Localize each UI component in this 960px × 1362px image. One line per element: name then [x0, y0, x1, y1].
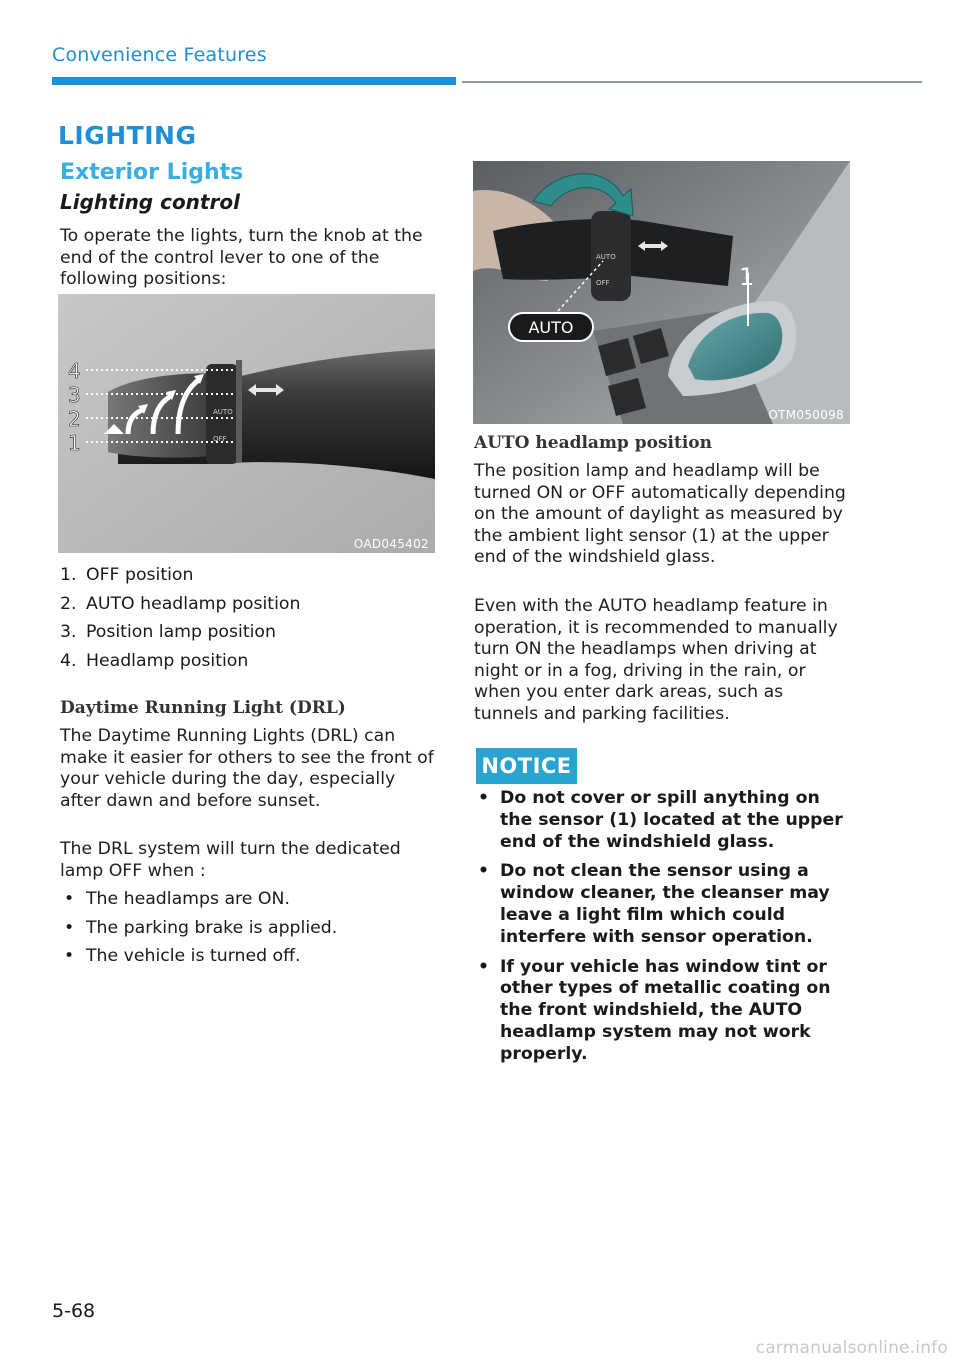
section-title: Convenience Features: [52, 44, 267, 66]
notice-item: • Do not cover or spill anything on the sensor (1) located at the upper end of the windshield glass.: [478, 788, 843, 852]
intro-paragraph: To operate the lights, turn the knob at the end of the control lever to one of the following positions:: [60, 226, 423, 289]
auto-recommendation: Even with the AUTO headlamp feature in operation, it is recommended to manually turn ON the headlamps when driving at night or in a fog, driving in the rain, or when you enter dark areas, such as tunnels and parking facilities.: [474, 596, 838, 724]
auto-paragraph: The position lamp and headlamp will be turned ON or OFF automatically depending on the amount of daylight as measured by the ambient light sensor (1) at the upper end of the windshield glass.: [474, 461, 846, 567]
lever-auto-mark: AUTO: [596, 253, 616, 261]
sub-heading: Exterior Lights: [60, 160, 244, 185]
auto-heading: AUTO headlamp position: [474, 433, 712, 453]
callout-1: 1: [68, 431, 81, 455]
sensor-figure: [473, 161, 850, 424]
drl-heading: Daytime Running Light (DRL): [60, 698, 346, 718]
callout-3: 3: [68, 383, 81, 407]
subsection-heading: Lighting control: [60, 190, 240, 214]
callout-4: 4: [68, 359, 81, 383]
drl-paragraph: The Daytime Running Lights (DRL) can make it easier for others to see the front of your vehicle during the day, especially after dawn and before sunset.: [60, 726, 434, 811]
sensor-illustration: [473, 161, 850, 424]
notice-item: • If your vehicle has window tint or other types of metallic coating on the front windshield, the AUTO headlamp system may not work properly.: [478, 956, 831, 1064]
list-item: 3. Position lamp position: [60, 622, 276, 642]
list-item: 1. OFF position: [60, 565, 194, 585]
drl-condition: The DRL system will turn the dedicated lamp OFF when :: [60, 839, 401, 881]
list-item: • The parking brake is applied.: [64, 917, 338, 938]
figure-caption: OAD045402: [353, 537, 429, 551]
auto-badge: AUTO: [528, 318, 574, 337]
off-mark: OFF: [213, 435, 227, 443]
watermark: carmanualsonline.info: [755, 1338, 948, 1358]
notice-list: [478, 788, 854, 1074]
callout-1: 1: [739, 263, 755, 291]
notice-badge: NOTICE: [476, 748, 577, 784]
list-item: • The vehicle is turned off.: [64, 946, 301, 966]
notice-item: • Do not clean the sensor using a window cleaner, the cleanser may leave a light film which could interfere with sensor operation.: [478, 861, 830, 947]
callout-2: 2: [68, 407, 81, 431]
header-rule-accent: [52, 77, 456, 85]
auto-mark: AUTO: [213, 408, 233, 416]
header-rule: [462, 81, 922, 83]
list-item: 2. AUTO headlamp position: [60, 593, 301, 614]
lever-figure: [58, 294, 435, 553]
positions-list: [60, 565, 435, 679]
figure-caption: OTM050098: [768, 408, 844, 422]
main-heading: LIGHTING: [58, 121, 197, 150]
list-item: 4. Headlamp position: [60, 650, 249, 671]
lever-illustration: [58, 294, 435, 553]
drl-bullets: [60, 889, 435, 975]
lever-off-mark: OFF: [596, 279, 610, 287]
page-number: 5-68: [52, 1300, 96, 1322]
list-item: • The headlamps are ON.: [64, 889, 290, 909]
